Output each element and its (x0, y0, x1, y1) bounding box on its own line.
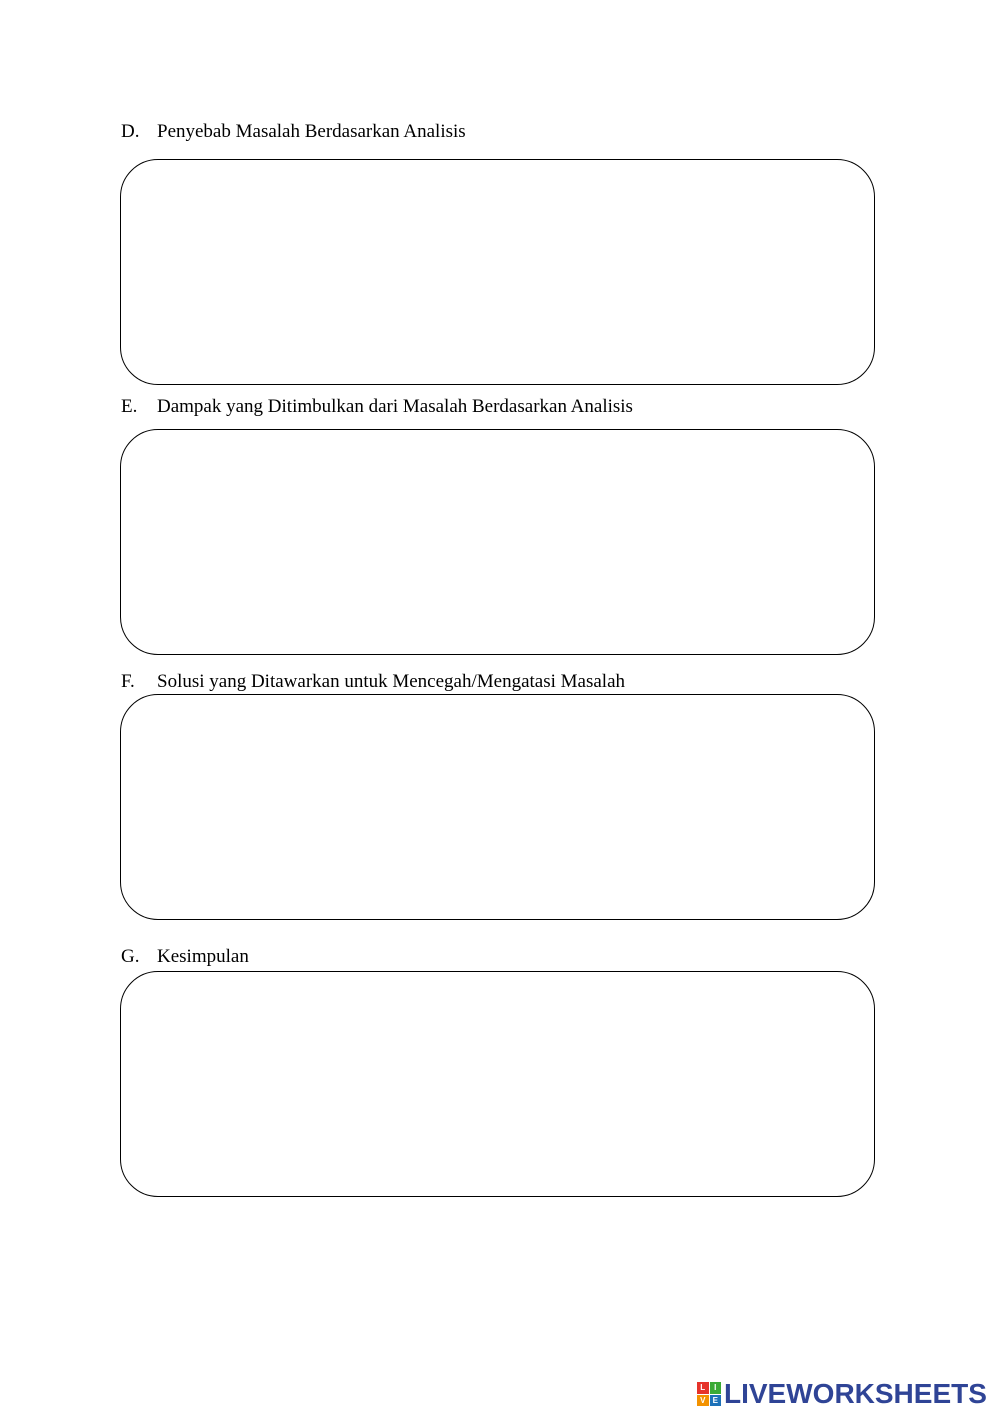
section-heading-d (121, 121, 466, 143)
section-letter: G. (121, 946, 140, 967)
section-heading-f (121, 671, 625, 693)
watermark-text: LIVEWORKSHEETS (724, 1378, 987, 1409)
section-title: Solusi yang Ditawarkan untuk Mencegah/Mengatasi Masalah (157, 671, 626, 692)
logo-tile-e: E (710, 1395, 722, 1407)
liveworksheets-logo-icon (697, 1382, 721, 1406)
answer-box-g[interactable] (120, 971, 875, 1197)
section-letter: D. (121, 121, 140, 142)
section-letter: E. (121, 396, 138, 417)
section-heading-e (121, 396, 633, 418)
section-heading-g (121, 946, 249, 968)
answer-box-f[interactable] (120, 694, 875, 920)
answer-box-d[interactable] (120, 159, 875, 385)
logo-tile-i: I (710, 1382, 722, 1394)
section-letter: F. (121, 671, 135, 692)
section-title: Kesimpulan (157, 946, 249, 967)
answer-box-e[interactable] (120, 429, 875, 655)
logo-tile-v: V (697, 1395, 709, 1407)
section-title: Penyebab Masalah Berdasarkan Analisis (157, 121, 466, 142)
liveworksheets-watermark (697, 1379, 987, 1409)
section-title: Dampak yang Ditimbulkan dari Masalah Berdasarkan Analisis (157, 396, 633, 417)
logo-tile-l: L (697, 1382, 709, 1394)
